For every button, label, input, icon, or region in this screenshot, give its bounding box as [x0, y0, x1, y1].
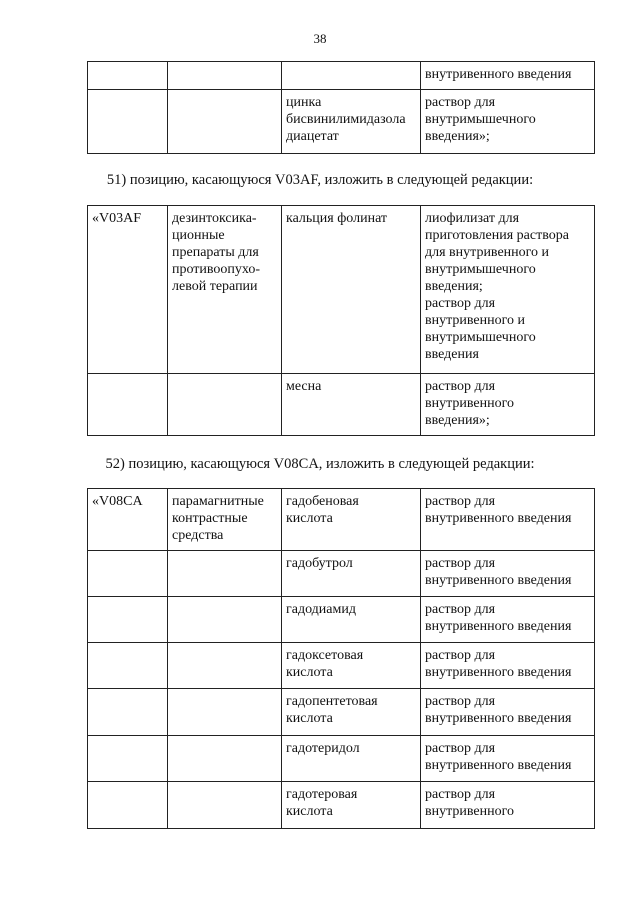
table-row [88, 90, 595, 154]
drug-name-cell: гадодиамид [282, 597, 421, 643]
group-name-cell [168, 551, 282, 597]
table-row [88, 489, 595, 551]
dosage-form-cell: раствор для внутривенного введения [421, 689, 595, 736]
dosage-form-cell: лиофилизат для приготовления раствора для внутривенного и внутримышечного введения; раствор для внутривенного и внутримышечного введения [421, 206, 595, 374]
group-name-cell [168, 782, 282, 829]
drug-name-cell: гадобеновая кислота [282, 489, 421, 551]
group-name-cell [168, 736, 282, 782]
table-row [88, 206, 595, 374]
drug-table-v08ca [87, 488, 595, 829]
atc-code-cell [88, 597, 168, 643]
atc-code-cell [88, 782, 168, 829]
table-row [88, 782, 595, 829]
atc-code-cell [88, 551, 168, 597]
atc-code-cell: «V08CA [88, 489, 168, 551]
dosage-form-cell: раствор для внутривенного введения [421, 736, 595, 782]
atc-code-cell [88, 689, 168, 736]
drug-name-cell: гадотеридол [282, 736, 421, 782]
dosage-form-cell: внутривенного введения [421, 62, 595, 90]
drug-name-cell: гадобутрол [282, 551, 421, 597]
dosage-form-cell: раствор для внутривенного введения [421, 597, 595, 643]
drug-name-cell: кальция фолинат [282, 206, 421, 374]
group-name-cell: парамагнитные контрастные средства [168, 489, 282, 551]
group-name-cell [168, 374, 282, 436]
group-name-cell [168, 62, 282, 90]
drug-name-cell: цинка бисвинилимидазола диацетат [282, 90, 421, 154]
group-name-cell: дезинтоксика- ционные препараты для противоопухо- левой терапии [168, 206, 282, 374]
drug-name-cell: гадоксетовая кислота [282, 643, 421, 689]
drug-table-continuation [87, 61, 595, 154]
dosage-form-cell: раствор для внутривенного [421, 782, 595, 829]
atc-code-cell [88, 643, 168, 689]
dosage-form-cell: раствор для внутривенного введения»; [421, 374, 595, 436]
table-row [88, 62, 595, 90]
page-number: 38 [313, 31, 327, 46]
drug-name-cell: гадотеровая кислота [282, 782, 421, 829]
atc-code-cell: «V03AF [88, 206, 168, 374]
atc-code-cell [88, 374, 168, 436]
atc-code-cell [88, 62, 168, 90]
group-name-cell [168, 689, 282, 736]
table-row [88, 597, 595, 643]
amendment-paragraph-52: 52) позицию, касающуюся V08CA, изложить в следующей редакции: [105, 456, 535, 472]
table-row [88, 689, 595, 736]
table-row [88, 551, 595, 597]
amendment-paragraph-51: 51) позицию, касающуюся V03AF, изложить в следующей редакции: [106, 172, 534, 188]
table-row [88, 643, 595, 689]
group-name-cell [168, 643, 282, 689]
group-name-cell [168, 597, 282, 643]
drug-name-cell [282, 62, 421, 90]
group-name-cell [168, 90, 282, 154]
atc-code-cell [88, 90, 168, 154]
drug-table-v03af [87, 205, 595, 436]
table-row [88, 736, 595, 782]
table-row [88, 374, 595, 436]
dosage-form-cell: раствор для внутривенного введения [421, 643, 595, 689]
drug-name-cell: гадопентетовая кислота [282, 689, 421, 736]
dosage-form-cell: раствор для внутримышечного введения»; [421, 90, 595, 154]
drug-name-cell: месна [282, 374, 421, 436]
dosage-form-cell: раствор для внутривенного введения [421, 551, 595, 597]
atc-code-cell [88, 736, 168, 782]
dosage-form-cell: раствор для внутривенного введения [421, 489, 595, 551]
